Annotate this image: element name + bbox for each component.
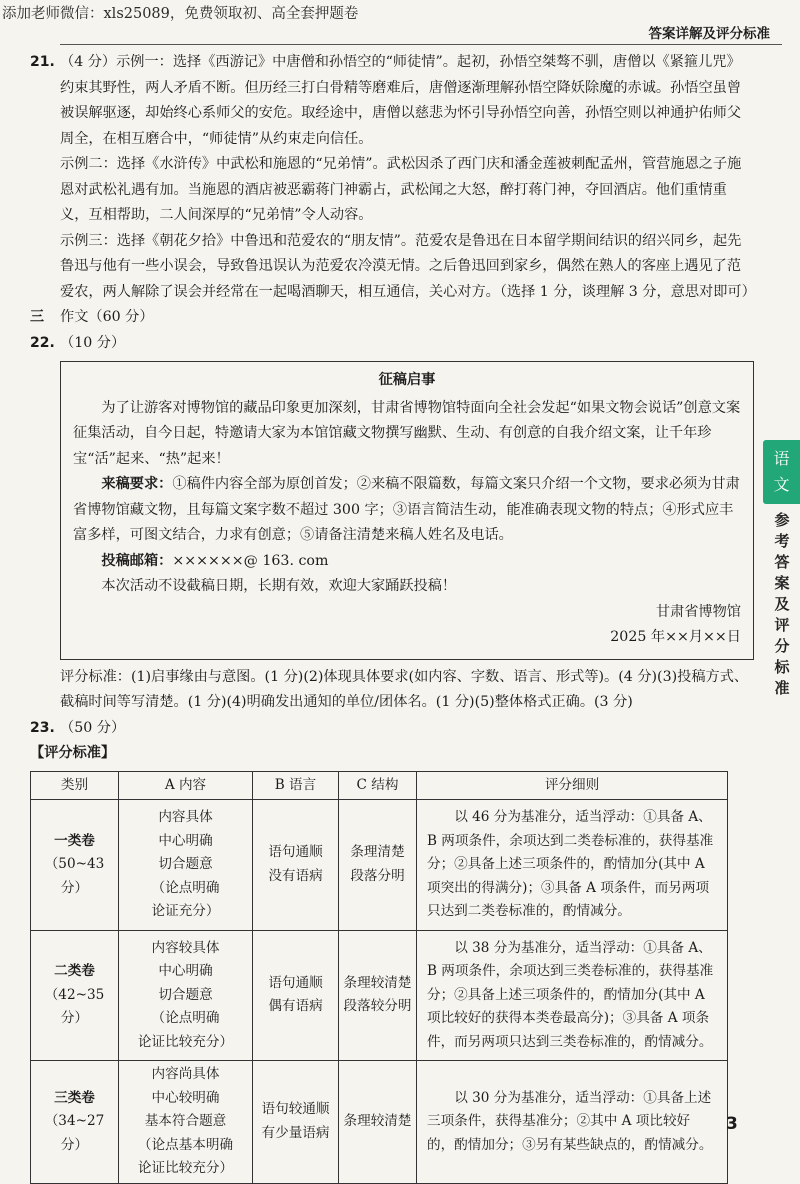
table-row (31, 800, 728, 931)
section-3-title: 作文（60 分） (60, 309, 154, 325)
requirements-label: 来稿要求： (101, 476, 173, 492)
subject-tab-char: 文 (773, 475, 790, 494)
notice-title: 征稿启事 (378, 372, 436, 388)
detail-text: 以 30 分为基准分，适当浮动：①具备上述三项条件，获得基准分；②其中 A 项比较好的，酌情加分；③另有某些缺点的，酌情减分。 (427, 1089, 713, 1153)
table-header-cell: B 语言 (253, 771, 339, 800)
q22-heading (30, 331, 750, 357)
top-watermark-note: 添加老师微信：xls25089，免费领取初、高全套押题卷 (2, 6, 359, 22)
notice-requirements (73, 472, 741, 549)
q21-example-1-text: （4 分）示例一：选择《西游记》中唐僧和孙悟空的“师徒情”。起初，孙悟空桀骜不驯，唐僧以《紧箍儿咒》约束其野性，两人矛盾不断。但历经三打白骨精等磨难后，唐僧逐渐理解孙悟空降妖除魔的赤诚。孙悟空虽曾被误解驱逐，却始终心系师父的安危。取经途中，唐僧以慈悲为怀引导孙悟空向善，孙悟空则以神通护佑师父周全，在相互磨合中，“师徒情”从约束走向信任。 (60, 54, 742, 147)
side-label-char: 分 (774, 637, 790, 655)
table-header-cell: C 结构 (339, 771, 417, 800)
section-3-number: 三 (30, 309, 44, 325)
content-line: 切合题意 (158, 986, 213, 1003)
category-range: （34~27 分） (44, 1113, 105, 1153)
detail-text: 以 38 分为基准分，适当浮动：①具备 A、B 两项条件，余项达到三类卷标准的，获得基准分；②具备上述三项条件的，酌情加分(其中 A 项比较好的获得本类卷最高分)；③具备 A 项条件，而另两项只达到三类卷标准的，酌情减分。 (427, 939, 714, 1050)
language-cell (253, 800, 339, 931)
notice-box (60, 361, 754, 660)
content-line: 基本符合题意 (144, 1113, 227, 1129)
notice-organization: 甘肃省博物馆 (655, 603, 741, 620)
side-label-char: 准 (774, 679, 790, 697)
page-content (30, 50, 756, 1184)
table-header-cell: 评分细则 (417, 771, 728, 800)
category-range: （42~35 分） (44, 986, 105, 1026)
category-cell (31, 800, 119, 931)
q23-criteria-label: 【评分标准】 (30, 745, 116, 761)
email-value: ××××××@ 163. com (172, 552, 329, 569)
content-line: 内容具体 (158, 809, 213, 825)
language-line: 语句较通顺 (261, 1101, 330, 1118)
structure-cell (339, 1061, 417, 1184)
category-name: 一类卷 (54, 832, 95, 849)
section-3-heading (30, 305, 750, 331)
q23-heading (30, 716, 750, 742)
content-cell (119, 930, 253, 1061)
content-cell (119, 800, 253, 931)
structure-line: 条理较清楚 (343, 974, 412, 991)
category-range: （50~43 分） (44, 856, 105, 896)
side-label-char: 参 (774, 511, 790, 529)
q21-example-2: 示例二：选择《水浒传》中武松和施恩的“兄弟情”。武松因杀了西门庆和潘金莲被刺配孟州，管营施恩之子施恩对武松礼遇有加。当施恩的酒店被恶霸蒋门神霸占，武松闻之大怒，醉打蒋门神，夺回酒店。他们重情重义，互相帮助，二人间深厚的“兄弟情”令人动容。 (60, 156, 742, 223)
language-cell (253, 930, 339, 1061)
category-cell (31, 930, 119, 1061)
q21-example-3: 示例三：选择《朝花夕拾》中鲁迅和范爱农的“朋友情”。范爱农是鲁迅在日本留学期间结识的绍兴同乡，起先鲁迅与他有一些小误会，导致鲁迅误认为范爱农冷漠无情。之后鲁迅回到家乡，偶然在熟人的客座上遇见了范爱农，两人解除了误会并经常在一起喝酒聊天，相互通信，关心对方。（选择 1 分，谈理解 3 分，意思对即可） (60, 232, 756, 300)
q21-number: 21. (30, 54, 55, 70)
category-cell (31, 1061, 119, 1184)
content-line: 中心明确 (158, 832, 213, 849)
side-label (770, 510, 794, 699)
language-line: 语句通顺 (268, 974, 323, 991)
content-line: 内容较具体 (151, 939, 220, 956)
category-name: 二类卷 (54, 963, 95, 979)
table-row (31, 930, 728, 1061)
language-line: 语句通顺 (268, 844, 323, 861)
language-line: 没有语病 (268, 867, 323, 884)
detail-cell (417, 800, 728, 931)
page-header-title: 答案详解及评分标准 (648, 26, 770, 42)
side-label-char: 答 (774, 553, 790, 571)
grading-table (30, 771, 728, 1184)
content-line: 论证比较充分） (137, 1160, 234, 1176)
content-line: （论点明确 (151, 1010, 220, 1026)
q22-number: 22. (30, 334, 55, 351)
content-line: 论证比较充分） (137, 1033, 234, 1050)
q23-number: 23. (30, 719, 55, 736)
structure-cell (339, 800, 417, 931)
content-line: 中心明确 (158, 963, 213, 979)
subject-tab-char: 语 (773, 449, 790, 468)
content-line: 中心较明确 (151, 1089, 220, 1106)
structure-line: 段落分明 (350, 867, 405, 884)
structure-line: 条理清楚 (350, 844, 405, 861)
notice-paragraph-1: 为了让游客对博物馆的藏品印象更加深刻，甘肃省博物馆特面向全社会发起“如果文物会说话”创意文案征集活动，自今日起，特邀请大家为本馆馆藏文物撰写幽默、生动、有创意的自我介绍文案，让千年珍宝“活”起来、“热”起来！ (73, 399, 741, 467)
language-line: 偶有语病 (268, 998, 323, 1015)
subject-tab (763, 440, 800, 504)
content-line: 切合题意 (158, 856, 213, 872)
category-name: 三类卷 (54, 1089, 95, 1106)
table-header-cell: A 内容 (119, 771, 253, 800)
content-line: （论点基本明确 (137, 1136, 234, 1153)
language-cell (253, 1061, 339, 1184)
structure-line: 段落较分明 (343, 998, 412, 1015)
detail-cell (417, 1061, 728, 1184)
q21-example-1 (30, 50, 750, 152)
side-label-char: 及 (774, 595, 790, 613)
content-line: 论证充分） (151, 903, 220, 919)
table-row (31, 1061, 728, 1184)
content-line: 内容尚具体 (151, 1066, 220, 1082)
email-label: 投稿邮箱： (101, 552, 173, 569)
language-line: 有少量语病 (261, 1124, 330, 1141)
notice-email (73, 549, 741, 575)
table-header-row (31, 771, 728, 800)
notice-paragraph-3: 本次活动不设截稿日期，长期有效，欢迎大家踊跃投稿！ (101, 578, 457, 594)
detail-cell (417, 930, 728, 1061)
requirements-text: ①稿件内容全部为原创首发；②来稿不限篇数，每篇文案只介绍一个文物，要求必须为甘肃省博物馆藏文物，且每篇文案字数不超过 300 字；③语言简洁生动，能准确表现文物的特点；④形式应丰富多样，可图文结合，力求有创意；⑤请备注清楚来稿人姓名及电话。 (73, 476, 740, 543)
content-cell (119, 1061, 253, 1184)
structure-line: 条理较清楚 (343, 1113, 412, 1129)
page-number: 3 (726, 1114, 738, 1134)
structure-cell (339, 930, 417, 1061)
side-label-char: 案 (774, 574, 790, 592)
q23-score: （50 分） (60, 719, 126, 736)
header-divider (60, 44, 782, 45)
side-label-char: 标 (774, 658, 790, 676)
side-label-char: 考 (774, 532, 790, 550)
content-line: （论点明确 (151, 879, 220, 896)
detail-text: 以 46 分为基准分，适当浮动：①具备 A、B 两项条件，余项达到二类卷标准的，获得基准分；②具备上述三项条件的，酌情加分(其中 A 项突出的得满分)；③具备 A 项条件，而另两项只达到二类卷标准的，酌情减分。 (427, 809, 714, 919)
table-header-cell: 类别 (31, 771, 119, 800)
q22-criteria: 评分标准：(1)启事缘由与意图。(1 分)(2)体现具体要求(如内容、字数、语言、形式等)。(4 分)(3)投稿方式、截稿时间等写清楚。(1 分)(4)明确发出通知的单位/团体名。(1 分)(5)整体格式正确。(3 分) (60, 668, 749, 710)
side-label-char: 评 (774, 616, 790, 634)
q22-score: （10 分） (60, 334, 126, 351)
notice-date: 2025 年××月××日 (610, 629, 741, 645)
